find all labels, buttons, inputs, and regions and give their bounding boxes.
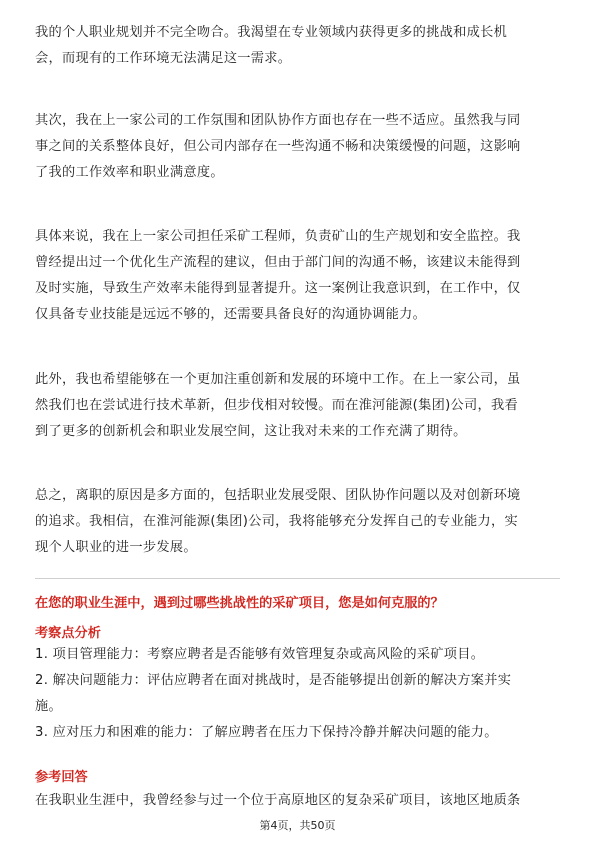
analysis-list xyxy=(35,642,560,746)
text-line: 然我们也在尝试进行技术革新，但步伐相对较慢。而在淮河能源(集团)公司，我看 xyxy=(35,398,518,413)
list-item: 1. 项目管理能力：考察应聘者是否能够有效管理复杂或高风险的采矿项目。 xyxy=(35,647,485,662)
text-line: 及时实施，导致生产效率未能得到显著提升。这一案例让我意识到，在工作中，仅 xyxy=(35,281,521,296)
paragraph-summary xyxy=(35,483,560,561)
text-line: 现个人职业的进一步发展。 xyxy=(35,540,197,555)
page-number: 第4页，共50页 xyxy=(259,819,336,832)
text-line: 在我职业生涯中，我曾经参与过一个位于高原地区的复杂采矿项目，该地区地质条 xyxy=(35,793,521,808)
text-line: 会，而现有的工作环境无法满足这一需求。 xyxy=(35,51,292,66)
text-line: 事之间的关系整体良好，但公司内部存在一些沟通不畅和决策缓慢的问题，这影响 xyxy=(35,139,521,154)
section-divider xyxy=(35,578,560,579)
text-line: 此外，我也希望能够在一个更加注重创新和发展的环境中工作。在上一家公司，虽 xyxy=(35,372,521,387)
text-line: 到了更多的创新机会和职业发展空间，这让我对未来的工作充满了期待。 xyxy=(35,424,467,439)
list-item: 3. 应对压力和困难的能力：了解应聘者在压力下保持冷静并解决问题的能力。 xyxy=(35,725,498,740)
answer-heading: 参考回答 xyxy=(35,770,88,785)
list-item: 施。 xyxy=(35,699,62,714)
text-line: 我的个人职业规划并不完全吻合。我渴望在专业领域内获得更多的挑战和成长机 xyxy=(35,25,508,40)
text-line: 曾经提出过一个优化生产流程的建议，但由于部门间的沟通不畅，该建议未能得到 xyxy=(35,255,521,270)
text-line: 其次，我在上一家公司的工作氛围和团队协作方面也存在一些不适应。虽然我与同 xyxy=(35,113,521,128)
text-line: 了我的工作效率和职业满意度。 xyxy=(35,165,224,180)
text-line: 仅具备专业技能是远远不够的，还需要具备良好的沟通协调能力。 xyxy=(35,307,427,322)
paragraph-team-atmosphere xyxy=(35,108,560,186)
list-item: 2. 解决问题能力：评估应聘者在面对挑战时，是否能够提出创新的解决方案并实 xyxy=(35,673,512,688)
paragraph-innovation xyxy=(35,367,560,445)
text-line: 的追求。我相信，在淮河能源(集团)公司，我将能够充分发挥自己的专业能力，实 xyxy=(35,514,518,529)
paragraph-career-plan xyxy=(35,20,560,72)
interview-question: 在您的职业生涯中，遇到过哪些挑战性的采矿项目，您是如何克服的？ xyxy=(35,596,444,611)
text-line: 具体来说，我在上一家公司担任采矿工程师，负责矿山的生产规划和安全监控。我 xyxy=(35,229,521,244)
analysis-heading: 考察点分析 xyxy=(35,626,101,641)
paragraph-specific-example xyxy=(35,224,560,328)
text-line: 总之，离职的原因是多方面的，包括职业发展受限、团队协作问题以及对创新环境 xyxy=(35,488,521,503)
answer-text xyxy=(35,788,560,814)
